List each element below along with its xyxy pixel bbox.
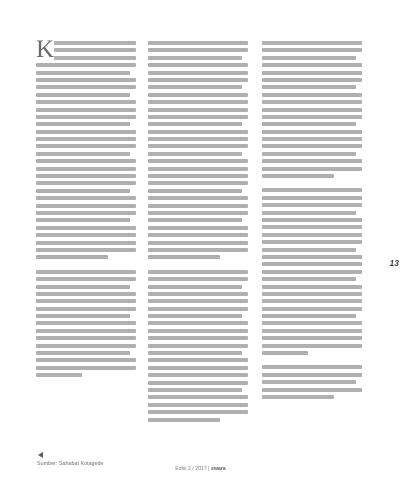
text-line <box>36 144 136 148</box>
text-line <box>262 137 362 141</box>
text-line <box>36 137 136 141</box>
text-line <box>148 189 242 193</box>
text-line <box>262 240 362 244</box>
text-line <box>54 56 136 60</box>
triangle-left-icon <box>38 452 43 458</box>
text-line <box>148 358 248 362</box>
text-line <box>148 100 248 104</box>
drop-cap: K <box>36 36 55 63</box>
text-line <box>54 48 136 52</box>
text-line <box>148 395 248 399</box>
text-line <box>36 344 136 348</box>
text-line <box>262 336 362 340</box>
text-line <box>36 93 130 97</box>
text-line <box>262 262 362 266</box>
text-line <box>148 130 248 134</box>
text-line <box>148 329 248 333</box>
text-line <box>262 365 362 369</box>
text-line <box>262 344 362 348</box>
text-column-middle <box>148 41 248 425</box>
text-line <box>262 225 362 229</box>
text-line <box>262 388 362 392</box>
text-line <box>36 314 130 318</box>
text-line <box>262 380 356 384</box>
footer-brand: swara <box>210 466 226 472</box>
text-line <box>148 373 248 377</box>
text-line <box>262 188 362 192</box>
text-line <box>262 321 362 325</box>
text-line <box>148 307 248 311</box>
text-line <box>262 329 362 333</box>
text-line <box>148 241 248 245</box>
text-line <box>262 93 362 97</box>
text-line <box>148 403 248 407</box>
text-line <box>36 285 130 289</box>
text-line <box>148 277 248 281</box>
page-number: 13 <box>389 258 399 268</box>
text-line <box>262 167 362 171</box>
text-line <box>54 41 136 45</box>
text-line <box>262 63 362 67</box>
text-line <box>262 122 356 126</box>
page-footer <box>0 466 401 472</box>
text-line <box>36 270 136 274</box>
text-line <box>262 196 362 200</box>
text-line <box>36 71 130 75</box>
text-line <box>148 196 248 200</box>
text-line <box>262 218 362 222</box>
text-line <box>148 63 248 67</box>
text-line <box>148 270 248 274</box>
text-line <box>262 78 362 82</box>
text-line <box>36 130 136 134</box>
text-line <box>148 410 248 414</box>
text-line <box>36 292 136 296</box>
text-line <box>148 159 248 163</box>
text-line <box>148 78 248 82</box>
text-line <box>262 71 362 75</box>
text-line <box>36 211 136 215</box>
text-line <box>262 144 362 148</box>
text-line <box>262 285 362 289</box>
text-line <box>36 159 136 163</box>
text-line <box>148 248 248 252</box>
text-line <box>36 167 136 171</box>
text-line <box>148 93 248 97</box>
text-line <box>262 85 356 89</box>
text-line <box>262 41 362 45</box>
text-line <box>148 255 220 259</box>
text-line <box>262 56 356 60</box>
text-line <box>148 418 220 422</box>
text-line <box>36 108 136 112</box>
text-line <box>148 292 248 296</box>
text-line <box>148 336 248 340</box>
text-line <box>262 211 356 215</box>
text-line <box>148 181 248 185</box>
paragraph-gap <box>148 263 248 270</box>
text-line <box>36 152 130 156</box>
text-line <box>148 299 248 303</box>
text-line <box>36 100 136 104</box>
text-line <box>36 277 136 281</box>
text-line <box>36 189 130 193</box>
text-line <box>36 299 136 303</box>
text-line <box>36 329 136 333</box>
text-line <box>148 122 242 126</box>
text-line <box>36 307 136 311</box>
text-line <box>36 218 130 222</box>
text-line <box>262 307 362 311</box>
text-line <box>148 204 248 208</box>
text-line <box>148 144 248 148</box>
text-line <box>148 226 248 230</box>
text-line <box>36 233 136 237</box>
text-line <box>262 130 362 134</box>
text-line <box>262 48 362 52</box>
text-line <box>36 248 136 252</box>
text-line <box>148 41 248 45</box>
text-line <box>148 233 248 237</box>
text-line <box>262 248 356 252</box>
text-line <box>148 366 248 370</box>
text-line <box>262 314 356 318</box>
footer-edition: Edisi 2 / 2017 <box>175 466 207 472</box>
text-line <box>36 241 136 245</box>
paragraph-gap <box>262 181 362 188</box>
text-line <box>148 174 248 178</box>
text-column-right <box>262 41 362 402</box>
text-line <box>36 78 136 82</box>
text-line <box>262 299 362 303</box>
text-line <box>148 115 248 119</box>
text-line <box>36 122 130 126</box>
text-line <box>36 226 136 230</box>
text-line <box>36 204 136 208</box>
text-line <box>36 373 82 377</box>
text-line <box>36 63 136 67</box>
text-line <box>148 344 248 348</box>
text-line <box>36 174 136 178</box>
text-line <box>36 181 136 185</box>
text-line <box>36 196 136 200</box>
text-column-left <box>36 36 136 381</box>
text-line <box>148 351 242 355</box>
text-line <box>148 56 242 60</box>
text-line <box>262 373 362 377</box>
text-line <box>262 395 334 399</box>
text-line <box>262 255 362 259</box>
text-line <box>36 255 108 259</box>
text-line <box>36 358 136 362</box>
text-line <box>262 351 308 355</box>
text-line <box>148 167 248 171</box>
text-line <box>148 108 248 112</box>
text-line <box>36 351 130 355</box>
text-line <box>262 174 334 178</box>
text-line <box>148 218 242 222</box>
photo-caption: Sumber: Sahabat Kotagede <box>37 461 104 467</box>
text-line <box>36 336 136 340</box>
text-line <box>36 115 136 119</box>
text-line <box>262 292 362 296</box>
text-line <box>262 100 362 104</box>
text-line <box>148 71 248 75</box>
text-line <box>262 233 362 237</box>
text-line <box>36 366 136 370</box>
text-line <box>148 321 248 325</box>
paragraph-gap <box>36 263 136 270</box>
text-line <box>36 321 136 325</box>
text-line <box>148 381 248 385</box>
text-line <box>262 115 362 119</box>
paragraph-gap <box>262 358 362 365</box>
text-line <box>262 159 362 163</box>
text-line <box>148 388 242 392</box>
text-line <box>148 314 242 318</box>
text-line <box>148 137 248 141</box>
text-line <box>148 48 248 52</box>
text-line <box>262 203 362 207</box>
footer-separator: | <box>206 466 211 472</box>
text-line <box>262 108 362 112</box>
text-line <box>148 152 242 156</box>
text-line <box>262 277 356 281</box>
text-line <box>148 85 242 89</box>
text-line <box>262 152 356 156</box>
text-line <box>262 270 362 274</box>
text-line <box>36 85 136 89</box>
text-line <box>148 211 248 215</box>
text-line <box>148 285 242 289</box>
